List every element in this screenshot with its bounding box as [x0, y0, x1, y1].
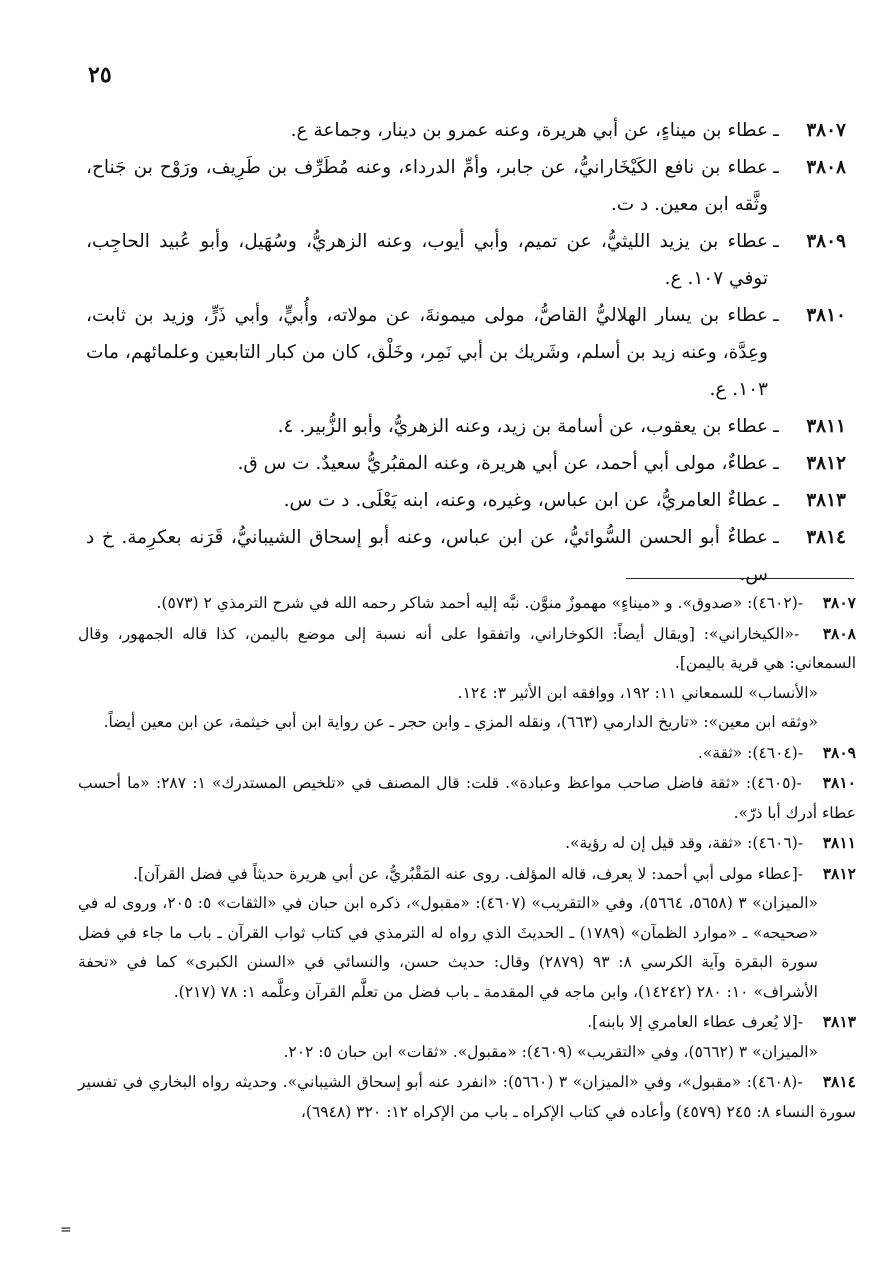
- entry: [86, 445, 846, 482]
- entry-text: عطاء بن نافع الكَيْخَارانيُّ، عن جابر، وأمِّ الدرداء، وعنه مُطَرِّف بن طَرِيف، ورَوْح بن جَناح، وثَّقه ابن معين. د ت.: [86, 157, 768, 215]
- footnote-text: «وثقه ابن معين»: «تاريخ الدارمي (٦٦٣)، ونقله المزي ـ وابن حجر ـ عن رواية ابن أبي خيثمة، عن ابن معين أيضاً.: [103, 713, 818, 731]
- footnote-text: «الميزان» ٣ (٥٦٦٢)، وفي «التقريب» (٤٦٠٩): «مقبول». «ثقات» ابن حبان ٥: ٢٠٢.: [283, 1042, 818, 1061]
- entry: [86, 112, 846, 149]
- footnote-number: ٣٨١٠: [822, 773, 856, 792]
- footnote-text: -(٤٦٠٤): «ثقة».: [697, 743, 804, 762]
- entries-list: [86, 112, 846, 593]
- entry-number: ٣٨١١: [806, 416, 846, 437]
- footnote-number: ٣٨١٢: [822, 863, 856, 883]
- footnote-number: ٣٨١١: [822, 833, 856, 852]
- entry-dash: ـ: [773, 416, 779, 437]
- footnote: [78, 828, 856, 859]
- entry-number: ٣٨١٤: [806, 527, 846, 548]
- footnote-divider: [626, 578, 854, 579]
- footnote-sub: [78, 1038, 856, 1068]
- entry-dash: ـ: [773, 157, 779, 178]
- footnote: [78, 859, 856, 890]
- page-number: ٢٥: [88, 62, 112, 88]
- footnote: [78, 588, 856, 619]
- footnote-text: «الأنساب» للسمعاني ١١: ١٩٢، ووافقه ابن الأثير ٣: ١٢٤.: [457, 683, 818, 702]
- footnote-text: -(٤٦٠٢): «صدوق». و «ميناءٍ» مهموزٌ منوَّن. نبَّه إليه أحمد شاكر رحمه الله في شرح الترمذي ٢ (٥٧٣).: [156, 594, 804, 612]
- footnote-number: ٣٨٠٧: [822, 593, 856, 612]
- entry-text: عطاء بن يسار الهلاليُّ القاصُّ، مولى ميمونةَ، عن مولاته، وأُبيٍّ، وأبي ذَرٍّ، وزيد بن ثابت، وعِدَّة، وعنه زيد بن أسلم، وشَريك بن أبي نَمِر، وخَلْق، كان من كبار التابعين وعلمائهم، مات ١٠٣. ع.: [86, 305, 768, 400]
- footnote: [78, 1007, 856, 1038]
- footnote-sub: [78, 679, 856, 709]
- entry-text: عطاءٌ العامريُّ، عن ابن عباس، وغيره، وعنه، ابنه يَعْلَى. د ت س.: [283, 490, 768, 511]
- entry-number: ٣٨٠٧: [806, 120, 846, 141]
- entry-number: ٣٨٠٨: [806, 157, 846, 178]
- footnote-sub: [78, 708, 856, 738]
- entry-dash: ـ: [773, 527, 779, 548]
- footnote-number: ٣٨٠٨: [822, 623, 856, 643]
- footnote-sub: [78, 889, 856, 1007]
- continuation-mark: =: [60, 1222, 72, 1238]
- entry-number: ٣٨١٢: [806, 453, 846, 474]
- footnote: [78, 768, 856, 828]
- entry: [86, 149, 846, 223]
- footnote-text: -[لا يُعرف عطاء العامري إلا بابنه].: [587, 1013, 804, 1031]
- entry-dash: ـ: [773, 231, 779, 252]
- entry: [86, 482, 846, 519]
- footnote: [78, 619, 856, 679]
- footnote-text: -«الكيخاراني»: [ويقال أيضاً: الكوخاراني، واتفقوا على أنه نسبة إلى موضع باليمن، كذا قاله الجمهور، وقال السمعاني: هي قرية باليمن].: [78, 624, 856, 672]
- entry-number: ٣٨٠٩: [806, 231, 846, 252]
- entry-text: عطاء بن يزيد الليثيُّ، عن تميم، وأبي أيوب، وعنه الزهريُّ، وسُهَيل، وأبو عُبيد الحاجِب، توفي ١٠٧. ع.: [86, 231, 768, 289]
- footnote-number: ٣٨١٤: [822, 1072, 857, 1091]
- footnote-text: -(٤٦٠٥): «ثقة فاضل صاحب مواعظ وعبادة». قلت: قال المصنف في «تلخيص المستدرك» ١: ٢٨٧: «ما أحسب عطاء أدرك أبا ذرّ».: [78, 774, 856, 822]
- entry-text: عطاءٌ أبو الحسن السُّوائيُّ، عن ابن عباس، وعنه أبو إسحاق الشيبانيُّ، قَرَنه بعكرِمة. خ د س.: [86, 527, 768, 585]
- footnote-number: ٣٨٠٩: [822, 742, 856, 762]
- footnote-text: -(٤٦٠٦): «ثقة، وقد قيل إن له رؤية».: [565, 834, 804, 852]
- footnote-text: -[عطاء مولى أبي أحمد: لا يعرف، قاله المؤلف. روى عنه المَقْبُريُّ، عن أبي هريرة حديثاً في فضل القرآن].: [132, 864, 804, 883]
- entry: [86, 408, 846, 445]
- entry-dash: ـ: [773, 305, 779, 326]
- entry-text: عطاء بن يعقوب، عن أسامة بن زيد، وعنه الزهريُّ، وأبو الزُّبير. ٤.: [277, 416, 768, 437]
- entry-dash: ـ: [773, 453, 779, 474]
- entry: [86, 519, 846, 593]
- footnote-text: «الميزان» ٣ (٥٦٥٨، ٥٦٦٤)، وفي «التقريب» (٤٦٠٧): «مقبول»، ذكره ابن حبان في «الثقات» ٥: ٢٠٥، وروى له في «صحيحه» ـ «موارد الظمآن» (١٧٨٩) ـ الحديثَ الذي رواه له الترمذي في كتاب ثواب القرآن ـ باب ما جاء في فضل سورة البقرة وآية الكرسي ٨: ٩٣ (٢٨٧٩) وقال: حديث حسن، والنسائي في «السنن الكبرى» كما في «تحفة الأشراف» ١٠: ٢٨٠ (١٤٢٤٢)، وابن ماجه في المقدمة ـ باب فضل من تعلَّم القرآن وعلَّمه ١: ٧٨ (٢١٧).: [78, 894, 818, 1001]
- entry-number: ٣٨١٣: [806, 490, 846, 511]
- footnotes: [78, 588, 856, 1127]
- footnote-text: -(٤٦٠٨): «مقبول»، وفي «الميزان» ٣ (٥٦٦٠): «انفرد عنه أبو إسحاق الشيباني». وحديثه رواه البخاري في تفسير سورة النساء ٨: ٢٤٥ (٤٥٧٩) وأعاده في كتاب الإكراه ـ باب من الإكراه ١٢: ٣٢٠ (٦٩٤٨)،: [78, 1073, 856, 1121]
- entry-number: ٣٨١٠: [806, 305, 846, 326]
- entry-dash: ـ: [773, 490, 779, 511]
- footnote: [78, 738, 856, 769]
- entry-text: عطاء بن ميناءٍ، عن أبي هريرة، وعنه عمرو بن دينار، وجماعة ع.: [290, 120, 768, 141]
- entry-dash: ـ: [773, 120, 779, 141]
- footnote-number: ٣٨١٣: [822, 1012, 856, 1031]
- entry: [86, 223, 846, 297]
- entry: [86, 297, 846, 408]
- entry-text: عطاءٌ، مولى أبي أحمد، عن أبي هريرة، وعنه المقبُريُّ سعيدٌ. ت س ق.: [237, 453, 768, 474]
- footnote: [78, 1067, 856, 1127]
